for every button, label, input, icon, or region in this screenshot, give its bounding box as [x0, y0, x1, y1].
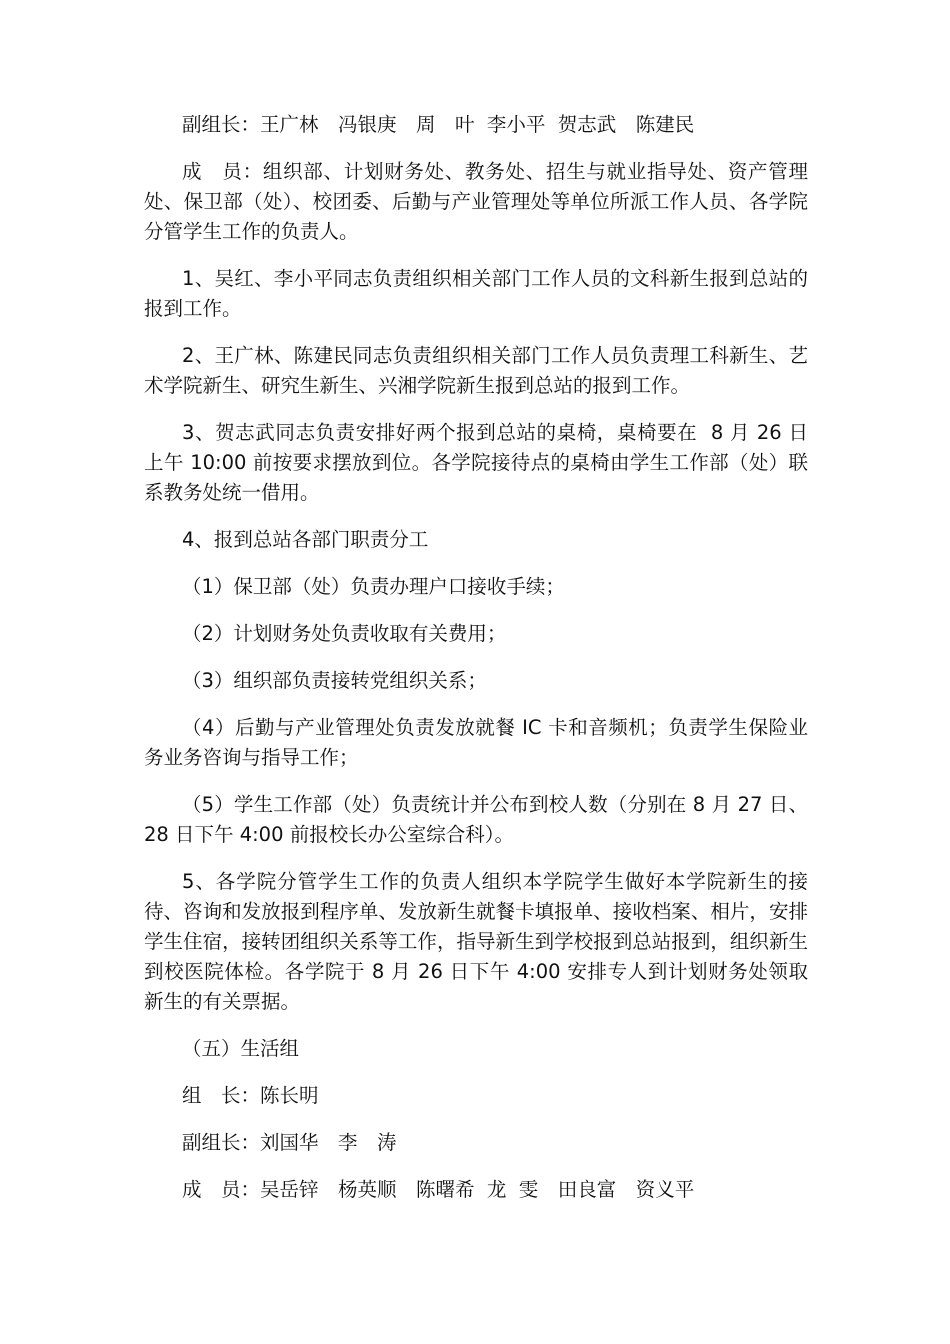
duty-item-3: 3、贺志武同志负责安排好两个报到总站的桌椅，桌椅要在 8 月 26 日上午 10:00 前按要求摆放到位。各学院接待点的桌椅由学生工作部（处）联系教务处统一借用。	[144, 421, 808, 504]
sub-duty-1: （1）保卫部（处）负责办理户口接收手续；	[182, 575, 565, 598]
duty-item-2: 2、王广林、陈建民同志负责组织相关部门工作人员负责理工科新生、艺术学院新生、研究生新生、兴湘学院新生报到总站的报到工作。	[144, 344, 808, 397]
group-deputy-leaders-line: 副组长：刘国华 李 涛	[182, 1131, 397, 1154]
sub-duty-5: （5）学生工作部（处）负责统计并公布到校人数（分别在 8 月 27 日、28 日下午 4:00 前报校长办公室综合科）。	[144, 793, 808, 846]
sub-duty-3: （3）组织部负责接转党组织关系；	[182, 669, 487, 692]
duty-item-5: 5、各学院分管学生工作的负责人组织本学院学生做好本学院新生的接待、咨询和发放报到程序单、发放新生就餐卡填报单、接收档案、相片，安排学生住宿，接转团组织关系等工作，指导新生到学校报到总站报到，组织新生到校医院体检。各学院于 8 月 26 日下午 4:00 安排专人到计划财务处领取新生的有关票据。	[144, 870, 808, 1013]
group-members-line: 成 员：吴岳锌 杨英顺 陈曙希 龙 雯 田良富 资义平	[182, 1178, 695, 1201]
sub-duty-4: （4）后勤与产业管理处负责发放就餐 IC 卡和音频机；负责学生保险业务业务咨询与指导工作；	[144, 716, 808, 769]
sub-duty-2: （2）计划财务处负责收取有关费用；	[182, 622, 507, 645]
duty-item-1: 1、吴红、李小平同志负责组织相关部门工作人员的文科新生报到总站的报到工作。	[144, 267, 808, 320]
document-body	[144, 110, 808, 1222]
members-line: 成 员：组织部、计划财务处、教务处、招生与就业指导处、资产管理处、保卫部（处）、校团委、后勤与产业管理处等单位所派工作人员、各学院分管学生工作的负责人。	[144, 160, 808, 243]
duty-item-4-heading: 4、报到总站各部门职责分工	[182, 528, 429, 551]
section-heading-living-group: （五）生活组	[182, 1037, 300, 1060]
deputy-leaders-line: 副组长：王广林 冯银庚 周 叶 李小平 贺志武 陈建民	[182, 113, 695, 136]
group-leader-line: 组 长：陈长明	[182, 1084, 319, 1107]
